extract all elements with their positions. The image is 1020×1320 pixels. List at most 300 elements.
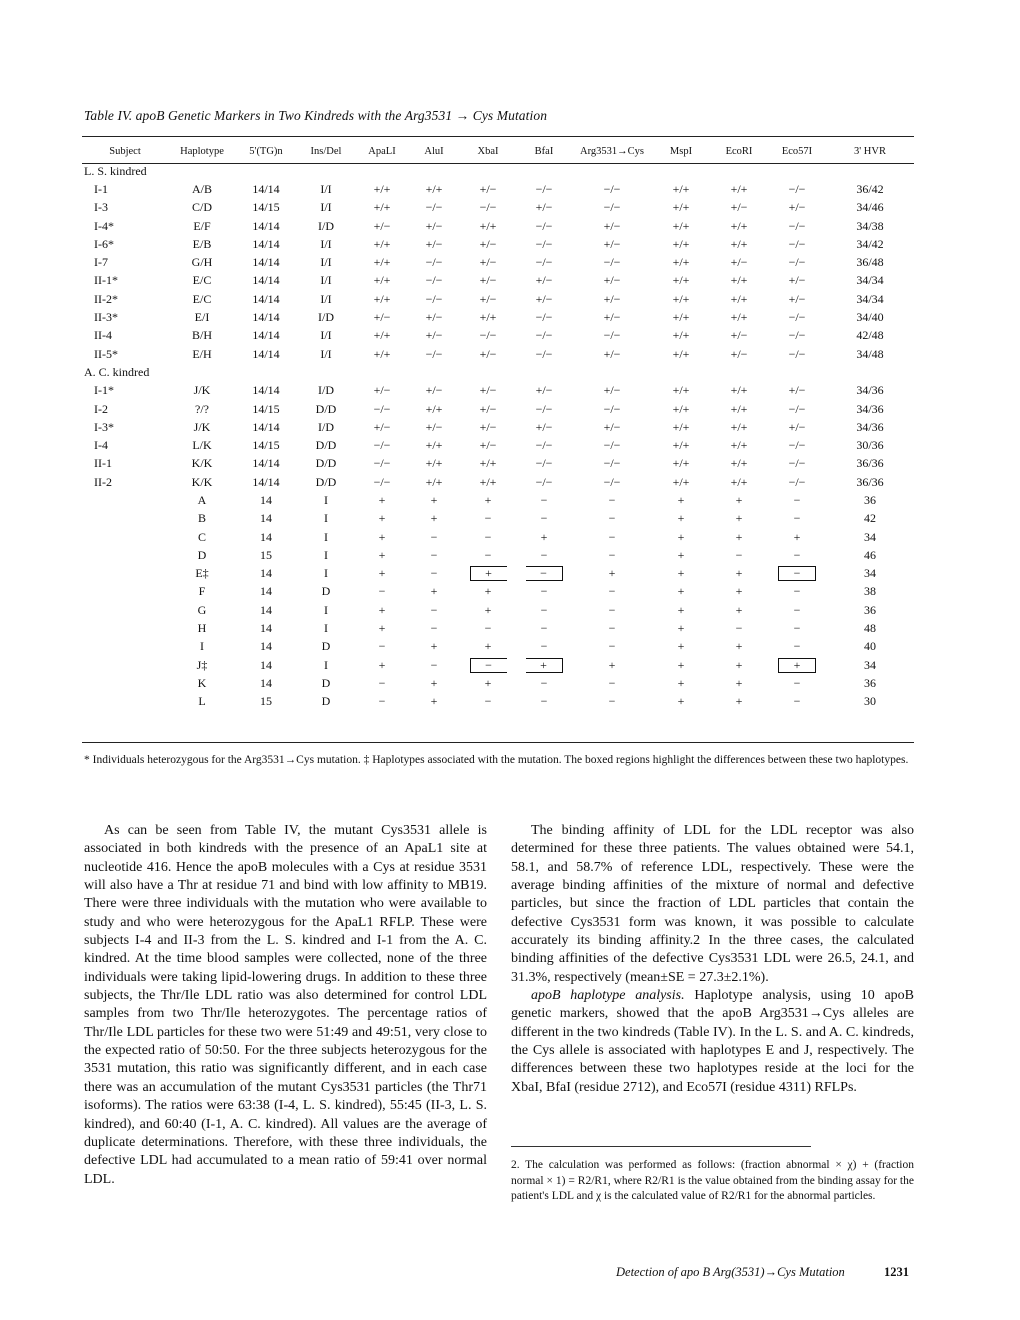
table-cell: −: [430, 657, 438, 672]
table-cell: 34: [864, 566, 876, 581]
table-cell: −: [608, 511, 616, 526]
table-cell: J‡: [196, 657, 208, 672]
table-cell: +/−: [479, 255, 497, 270]
table-cell: G: [197, 602, 207, 617]
table-cell: D/D: [315, 474, 337, 489]
table-cell: I/I: [320, 346, 332, 361]
table-cell: I-7: [94, 255, 108, 270]
table-cell: +: [430, 584, 438, 599]
table-cell: K/K: [191, 456, 213, 471]
table-cell: 34/36: [856, 383, 884, 398]
table-cell: −: [484, 529, 492, 544]
table-cell: +: [735, 566, 743, 581]
table-cell: −: [608, 584, 616, 599]
table-cell: +: [677, 492, 685, 507]
table-cell: 14/14: [252, 255, 280, 270]
table-cell: +/−: [730, 328, 748, 343]
table-cell: 34/38: [856, 218, 884, 233]
table-cell: K/K: [191, 474, 213, 489]
haplotype-row: [82, 601, 914, 619]
table-cell: −/−: [603, 456, 621, 471]
table-cell: D: [197, 547, 207, 562]
table-footnote: * Individuals heterozygous for the Arg3531→Cys mutation. ‡ Haplotypes associated with the mutation. The boxed regions highlight the differences between these two haplotypes.: [84, 754, 909, 766]
table-cell: D/D: [315, 438, 337, 453]
table-cell: +/+: [672, 383, 690, 398]
table-cell: −/−: [425, 346, 443, 361]
table-cell: 14: [260, 511, 272, 526]
table-cell: −/−: [535, 218, 553, 233]
table-cell: +/−: [373, 419, 391, 434]
table-cell: +: [378, 529, 386, 544]
table-cell: +: [608, 657, 616, 672]
table-row: [82, 290, 914, 308]
table-cell: −/−: [373, 438, 391, 453]
table-cell: +/+: [672, 181, 690, 196]
haplotype-row: [82, 546, 914, 564]
table-cell: 14/14: [252, 291, 280, 306]
table-cell: 36/48: [856, 255, 884, 270]
table-cell: −/−: [603, 438, 621, 453]
table-cell: +: [735, 529, 743, 544]
table-cell: +/+: [730, 456, 748, 471]
table-cell: +/−: [535, 273, 553, 288]
table-cell: +: [677, 657, 685, 672]
table-cell: +/+: [373, 291, 391, 306]
boxed-value: +: [470, 566, 507, 581]
table-cell: −/−: [788, 255, 806, 270]
table-cell: I/I: [320, 200, 332, 215]
table-row: [82, 418, 914, 436]
table-cell: +: [735, 584, 743, 599]
table-cell: A: [197, 492, 207, 507]
table-cell: A/B: [191, 181, 212, 196]
table-cell: D: [321, 694, 331, 709]
table-cell: −: [378, 639, 386, 654]
table-cell: 34/34: [856, 291, 884, 306]
table-row: [82, 180, 914, 198]
table-cell: −/−: [373, 401, 391, 416]
table-row: [82, 308, 914, 326]
table-cell: [460, 656, 516, 674]
table-cell: +/+: [373, 273, 391, 288]
table-cell: −: [540, 584, 548, 599]
table-cell: +/−: [373, 310, 391, 325]
table-cell: −: [793, 492, 801, 507]
table-cell: +: [378, 492, 386, 507]
table-cell: +: [677, 511, 685, 526]
table-cell: 14/14: [252, 328, 280, 343]
table-cell: +/+: [730, 438, 748, 453]
table-cell: −: [608, 639, 616, 654]
haplotype-row: [82, 638, 914, 656]
table-cell: +/+: [425, 456, 443, 471]
table-cell: −/−: [603, 181, 621, 196]
table-cell: +/−: [730, 200, 748, 215]
table-cell: +/−: [788, 200, 806, 215]
empty-cell: [82, 693, 168, 711]
table-cell: +: [677, 639, 685, 654]
table-cell: −: [793, 621, 801, 636]
table-cell: II-1*: [94, 273, 118, 288]
table-cell: D: [321, 639, 331, 654]
table-cell: +: [484, 602, 492, 617]
table-cell: −: [793, 584, 801, 599]
table-cell: −/−: [535, 181, 553, 196]
table-cell: −: [484, 547, 492, 562]
table-cell: +/+: [479, 456, 497, 471]
table-cell: +/+: [479, 310, 497, 325]
table-cell: 14: [260, 566, 272, 581]
section-row: [82, 162, 914, 180]
table-cell: +: [378, 657, 386, 672]
table-caption: Table IV. apoB Genetic Markers in Two Kindreds with the Arg3531 → Cys Mutation: [84, 108, 548, 123]
table-cell: −/−: [479, 328, 497, 343]
table-cell: −: [608, 675, 616, 690]
table-cell: 14: [260, 639, 272, 654]
table-cell: +: [378, 566, 386, 581]
table-cell: +/−: [603, 310, 621, 325]
table-cell: 42/48: [856, 328, 884, 343]
table-cell: 15: [260, 547, 272, 562]
table-cell: +/+: [672, 438, 690, 453]
table-cell: 34: [864, 657, 876, 672]
table-cell: −: [608, 621, 616, 636]
haplotype-row: [82, 619, 914, 637]
column-header: Eco57I: [781, 145, 813, 157]
table-cell: +/+: [672, 310, 690, 325]
table-cell: +/−: [603, 346, 621, 361]
table-cell: D: [321, 584, 331, 599]
table-cell: 36/36: [856, 474, 884, 489]
table-cell: +/+: [373, 181, 391, 196]
boxed-value: +: [778, 658, 816, 673]
table-cell: II-2*: [94, 291, 118, 306]
table-cell: F: [198, 584, 206, 599]
table-top-rule: [82, 136, 914, 137]
section-row: [82, 363, 914, 381]
table-cell: −: [484, 511, 492, 526]
table-cell: +/+: [672, 291, 690, 306]
table-row: [82, 436, 914, 454]
table-cell: +/+: [479, 474, 497, 489]
table-cell: 38: [864, 584, 876, 599]
table-cell: [460, 565, 516, 583]
table-cell: +: [484, 639, 492, 654]
table-cell: +: [735, 639, 743, 654]
table-cell: +/−: [425, 328, 443, 343]
table-cell: −: [540, 639, 548, 654]
table-cell: −: [430, 621, 438, 636]
empty-cell: [82, 601, 168, 619]
table-cell: −: [793, 547, 801, 562]
table-cell: +/+: [373, 328, 391, 343]
table-header-rule: [82, 163, 914, 164]
table-cell: −: [430, 602, 438, 617]
table-cell: −: [540, 547, 548, 562]
right-paragraph-1: The binding affinity of LDL for the LDL receptor was also determined for these three patients. The values obtained were 54.1, 58.1, and 58.7% of reference LDL, respectively. These were the average binding affinities of the mixture of normal and defective particles, but since the fraction of LDL particles that contain the defective Cys3531 form was known, it was possible to calculate accurately its binding affinity.2 In the three cases, the calculated binding affinities of the defective Cys3531 LDL were 26.5, 24.1, and 31.3%, respectively (mean±SE = 27.3±2.1%).: [511, 823, 914, 985]
column-header: Ins/Del: [310, 145, 342, 157]
table-cell: I/I: [320, 291, 332, 306]
table-cell: −: [793, 675, 801, 690]
table-cell: B/H: [191, 328, 212, 343]
empty-cell: [82, 638, 168, 656]
column-header: ApaLI: [368, 145, 396, 157]
table-cell: 36: [864, 492, 876, 507]
table-cell: +/+: [672, 346, 690, 361]
table-cell: −/−: [535, 456, 553, 471]
table-cell: 14: [260, 657, 272, 672]
table-cell: +/+: [672, 236, 690, 251]
table-cell: +: [540, 529, 548, 544]
table-cell: −/−: [425, 291, 443, 306]
column-header: Arg3531→Cys: [580, 145, 644, 157]
table-cell: +/+: [672, 273, 690, 288]
column-header: AluI: [424, 145, 444, 157]
table-cell: I: [324, 602, 328, 617]
table-cell: +/−: [479, 291, 497, 306]
table-cell: +: [430, 511, 438, 526]
table-cell: −: [608, 547, 616, 562]
table-cell: D/D: [315, 401, 337, 416]
table-cell: −: [540, 602, 548, 617]
table-cell: 34/42: [856, 236, 884, 251]
table-cell: 34/34: [856, 273, 884, 288]
table-cell: −/−: [535, 474, 553, 489]
table-cell: −: [608, 529, 616, 544]
table-cell: +/+: [730, 310, 748, 325]
table-cell: +/+: [479, 218, 497, 233]
table-cell: +/−: [479, 273, 497, 288]
empty-cell: [82, 565, 168, 583]
table-row: [82, 382, 914, 400]
table-cell: +/+: [373, 255, 391, 270]
table-row: [82, 253, 914, 271]
table-cell: +/−: [479, 346, 497, 361]
table-cell: I/D: [318, 419, 334, 434]
table-cell: +: [735, 675, 743, 690]
haplotype-row: [82, 674, 914, 692]
table-cell: +: [735, 657, 743, 672]
table-cell: 42: [864, 511, 876, 526]
column-header: BfaI: [534, 145, 554, 157]
haplotype-row: [82, 656, 914, 674]
table-cell: +: [378, 621, 386, 636]
table-cell: +/−: [788, 383, 806, 398]
table-cell: −/−: [535, 310, 553, 325]
table-cell: +/−: [479, 419, 497, 434]
haplotype-row: [82, 528, 914, 546]
table-cell: D/D: [315, 456, 337, 471]
column-header: Haplotype: [180, 145, 224, 157]
table-cell: E‡: [195, 566, 209, 581]
table-cell: E/B: [192, 236, 212, 251]
table-cell: +: [430, 675, 438, 690]
table-cell: +/−: [479, 438, 497, 453]
table-row: [82, 199, 914, 217]
empty-cell: [82, 546, 168, 564]
empty-cell: [82, 656, 168, 674]
table-cell: I/D: [318, 218, 334, 233]
table-cell: +: [378, 511, 386, 526]
table-cell: L: [198, 694, 206, 709]
table-cell: −/−: [603, 255, 621, 270]
table-cell: −/−: [788, 181, 806, 196]
table-cell: 40: [864, 639, 876, 654]
table-cell: +: [677, 602, 685, 617]
table-cell: +/+: [730, 474, 748, 489]
table-cell: I-1: [94, 181, 108, 196]
table-cell: −/−: [425, 273, 443, 288]
table-cell: I: [324, 492, 328, 507]
table-cell: I-1*: [94, 383, 114, 398]
table-cell: 14/14: [252, 181, 280, 196]
table-cell: +/+: [373, 236, 391, 251]
table-cell: −/−: [373, 474, 391, 489]
table-cell: 14: [260, 529, 272, 544]
table-cell: [516, 565, 572, 583]
table-cell: −/−: [535, 255, 553, 270]
table-cell: 36/36: [856, 456, 884, 471]
table-cell: +/+: [425, 401, 443, 416]
table-cell: +/+: [672, 200, 690, 215]
table-cell: −/−: [788, 438, 806, 453]
table-cell: 14/14: [252, 474, 280, 489]
table-cell: −/−: [788, 456, 806, 471]
table-cell: −/−: [788, 236, 806, 251]
table-cell: +: [793, 529, 801, 544]
table-cell: +: [677, 621, 685, 636]
table-cell: −: [793, 602, 801, 617]
table-cell: C/D: [191, 200, 212, 215]
table-cell: +: [430, 492, 438, 507]
table-cell: −/−: [425, 255, 443, 270]
table-cell: +/−: [730, 346, 748, 361]
table-cell: +/−: [535, 383, 553, 398]
table-cell: −: [608, 492, 616, 507]
table-cell: +/+: [730, 419, 748, 434]
table-cell: −/−: [788, 346, 806, 361]
table-cell: 14: [260, 492, 272, 507]
table-cell: −: [793, 511, 801, 526]
column-header: Subject: [109, 145, 141, 157]
table-cell: 34/36: [856, 401, 884, 416]
table-cell: +: [735, 492, 743, 507]
boxed-value: +: [526, 658, 563, 673]
table-cell: +: [677, 675, 685, 690]
table-cell: +/−: [479, 401, 497, 416]
table-cell: −: [793, 694, 801, 709]
table-cell: E/H: [192, 346, 212, 361]
table-cell: E/C: [192, 273, 212, 288]
table-cell: +/−: [603, 218, 621, 233]
table-cell: E/I: [194, 310, 210, 325]
table-cell: I/I: [320, 236, 332, 251]
table-cell: −: [735, 621, 743, 636]
table-cell: −: [430, 529, 438, 544]
table-cell: [768, 656, 826, 674]
table-cell: 36/42: [856, 181, 884, 196]
table-cell: +: [677, 547, 685, 562]
table-cell: −/−: [535, 328, 553, 343]
table-cell: I/I: [320, 328, 332, 343]
table-cell: I-3: [94, 200, 108, 215]
table-cell: II-3*: [94, 310, 118, 325]
table-cell: +: [677, 584, 685, 599]
table-cell: K: [197, 675, 207, 690]
table-cell: 34/36: [856, 419, 884, 434]
table-cell: −/−: [788, 474, 806, 489]
table-cell: G/H: [191, 255, 213, 270]
table-cell: +: [608, 566, 616, 581]
table-cell: +/−: [788, 291, 806, 306]
table-cell: 14: [260, 621, 272, 636]
table-cell: +/−: [730, 255, 748, 270]
table-cell: +/−: [479, 383, 497, 398]
running-title: Detection of apo B Arg(3531)→Cys Mutation: [616, 1265, 845, 1279]
table-cell: +/+: [425, 438, 443, 453]
table-cell: +: [735, 602, 743, 617]
table-cell: +/−: [788, 419, 806, 434]
table-cell: 30: [864, 694, 876, 709]
table-cell: A. C. kindred: [84, 364, 150, 379]
table-cell: +/+: [373, 346, 391, 361]
table-cell: 34/40: [856, 310, 884, 325]
table-cell: II-1: [94, 456, 112, 471]
table-cell: +: [677, 566, 685, 581]
table-row: [82, 345, 914, 363]
table-cell: 14/14: [252, 218, 280, 233]
table-cell: +: [430, 639, 438, 654]
table-cell: +/+: [672, 456, 690, 471]
table-cell: 15: [260, 694, 272, 709]
table-cell: −: [540, 694, 548, 709]
table-row: [82, 400, 914, 418]
empty-cell: [82, 491, 168, 509]
table-cell: 14: [260, 602, 272, 617]
table-cell: 14/14: [252, 419, 280, 434]
table-cell: E/F: [193, 218, 211, 233]
right-paragraph-2: [511, 987, 914, 1097]
table-cell: +/+: [373, 200, 391, 215]
table-cell: [768, 565, 826, 583]
table-cell: +/−: [788, 273, 806, 288]
table-cell: I: [200, 639, 204, 654]
table-cell: I/D: [318, 310, 334, 325]
table-row: [82, 327, 914, 345]
table-cell: II-2: [94, 474, 112, 489]
table-cell: +: [484, 675, 492, 690]
table-cell: −: [430, 566, 438, 581]
table-cell: −: [378, 584, 386, 599]
table-cell: I-4*: [94, 218, 114, 233]
table-cell: −/−: [425, 200, 443, 215]
empty-cell: [82, 583, 168, 601]
footnote-2: 2. The calculation was performed as follows: (fraction abnormal × χ) + (fraction normal × 1) = R2/R1, where R2/R1 is the value obtained from the binding assay for the patient's LDL and χ is the calculated value of R2/R1 for the abnormal particles.: [511, 1159, 914, 1202]
table-cell: E/C: [192, 291, 212, 306]
table-cell: −: [378, 675, 386, 690]
table-cell: 30/36: [856, 438, 884, 453]
empty-cell: [82, 619, 168, 637]
column-header: EcoRI: [725, 145, 753, 157]
table-cell: I-6*: [94, 236, 114, 251]
table-cell: −/−: [603, 200, 621, 215]
table-cell: −: [540, 675, 548, 690]
table-cell: 14: [260, 584, 272, 599]
table-cell: +/−: [425, 383, 443, 398]
table-cell: B: [197, 511, 206, 526]
table-cell: −/−: [788, 401, 806, 416]
footnote-rule: [511, 1146, 811, 1147]
